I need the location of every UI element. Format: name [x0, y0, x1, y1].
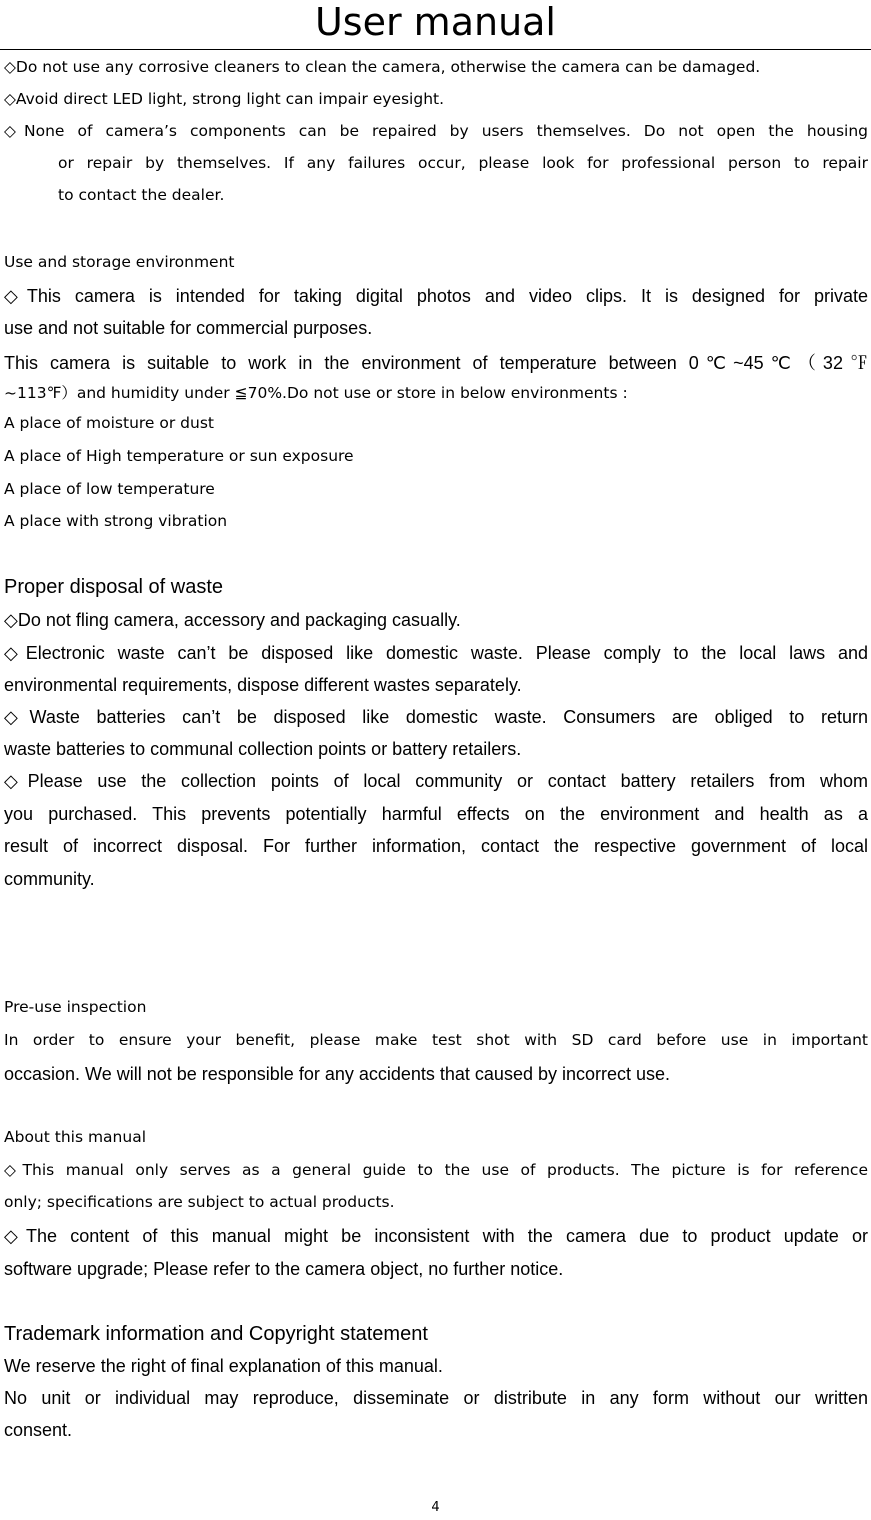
safety-note-repair-line2: or repair by themselves. If any failures occur, please look for professional person to repair — [58, 154, 868, 172]
disposal-collection-line3: result of incorrect disposal. For further information, contact the respective government of local — [4, 836, 868, 856]
about-general-line1: ◇This manual only serves as a general guide to the use of products. The picture is for reference — [4, 1161, 868, 1179]
trademark-line2: No unit or individual may reproduce, disseminate or distribute in any form without our written — [4, 1388, 868, 1408]
env-item-high-temp: A place of High temperature or sun exposure — [4, 447, 354, 465]
disposal-electronic-line2: environmental requirements, dispose different wastes separately. — [4, 675, 522, 695]
about-heading: About this manual — [4, 1128, 147, 1146]
page-title: User manual — [0, 0, 871, 50]
disposal-batteries-line2: waste batteries to communal collection points or battery retailers. — [4, 739, 522, 759]
env-item-moisture: A place of moisture or dust — [4, 414, 214, 432]
use-storage-temp-line2: ~113℉）and humidity under ≦70%.Do not use or store in below environments : — [4, 384, 628, 402]
use-storage-temp-line1: This camera is suitable to work in the environment of temperature between 0℃~45℃（32℉ — [4, 353, 868, 373]
page-number: 4 — [431, 1500, 440, 1515]
use-storage-intent-line2: use and not suitable for commercial purposes. — [4, 318, 373, 338]
trademark-heading: Trademark information and Copyright statement — [4, 1323, 428, 1345]
disposal-collection-line1: ◇Please use the collection points of local community or contact battery retailers from whom — [4, 771, 868, 791]
trademark-line1: We reserve the right of final explanation of this manual. — [4, 1356, 443, 1376]
safety-note-corrosive: ◇Do not use any corrosive cleaners to clean the camera, otherwise the camera can be damaged. — [4, 58, 761, 76]
disposal-electronic-line1: ◇Electronic waste can’t be disposed like domestic waste. Please comply to the local laws and — [4, 643, 868, 663]
use-storage-heading: Use and storage environment — [4, 253, 235, 271]
safety-note-repair-line1: ◇None of camera’s components can be repaired by users themselves. Do not open the housing — [4, 122, 868, 140]
safety-note-repair-line3: to contact the dealer. — [58, 186, 225, 204]
trademark-line3: consent. — [4, 1420, 73, 1440]
preuse-line2: occasion. We will not be responsible for any accidents that caused by incorrect use. — [4, 1064, 671, 1084]
env-item-low-temp: A place of low temperature — [4, 480, 215, 498]
about-inconsistent-line1: ◇The content of this manual might be inconsistent with the camera due to product update or — [4, 1226, 868, 1246]
safety-note-led: ◇Avoid direct LED light, strong light can impair eyesight. — [4, 90, 445, 108]
disposal-heading: Proper disposal of waste — [4, 576, 224, 598]
disposal-collection-line2: you purchased. This prevents potentially harmful effects on the environment and health as a — [4, 804, 868, 824]
about-inconsistent-line2: software upgrade; Please refer to the camera object, no further notice. — [4, 1259, 564, 1279]
preuse-heading: Pre-use inspection — [4, 998, 147, 1016]
about-general-line2: only; specifications are subject to actual products. — [4, 1193, 395, 1211]
disposal-collection-line4: community. — [4, 869, 95, 889]
preuse-line1: In order to ensure your benefit, please make test shot with SD card before use in important — [4, 1031, 868, 1049]
disposal-fling: ◇Do not fling camera, accessory and packaging casually. — [4, 610, 461, 630]
use-storage-intent-line1: ◇This camera is intended for taking digital photos and video clips. It is designed for private — [4, 286, 868, 306]
env-item-vibration: A place with strong vibration — [4, 512, 228, 530]
disposal-batteries-line1: ◇Waste batteries can’t be disposed like domestic waste. Consumers are obliged to return — [4, 707, 868, 727]
